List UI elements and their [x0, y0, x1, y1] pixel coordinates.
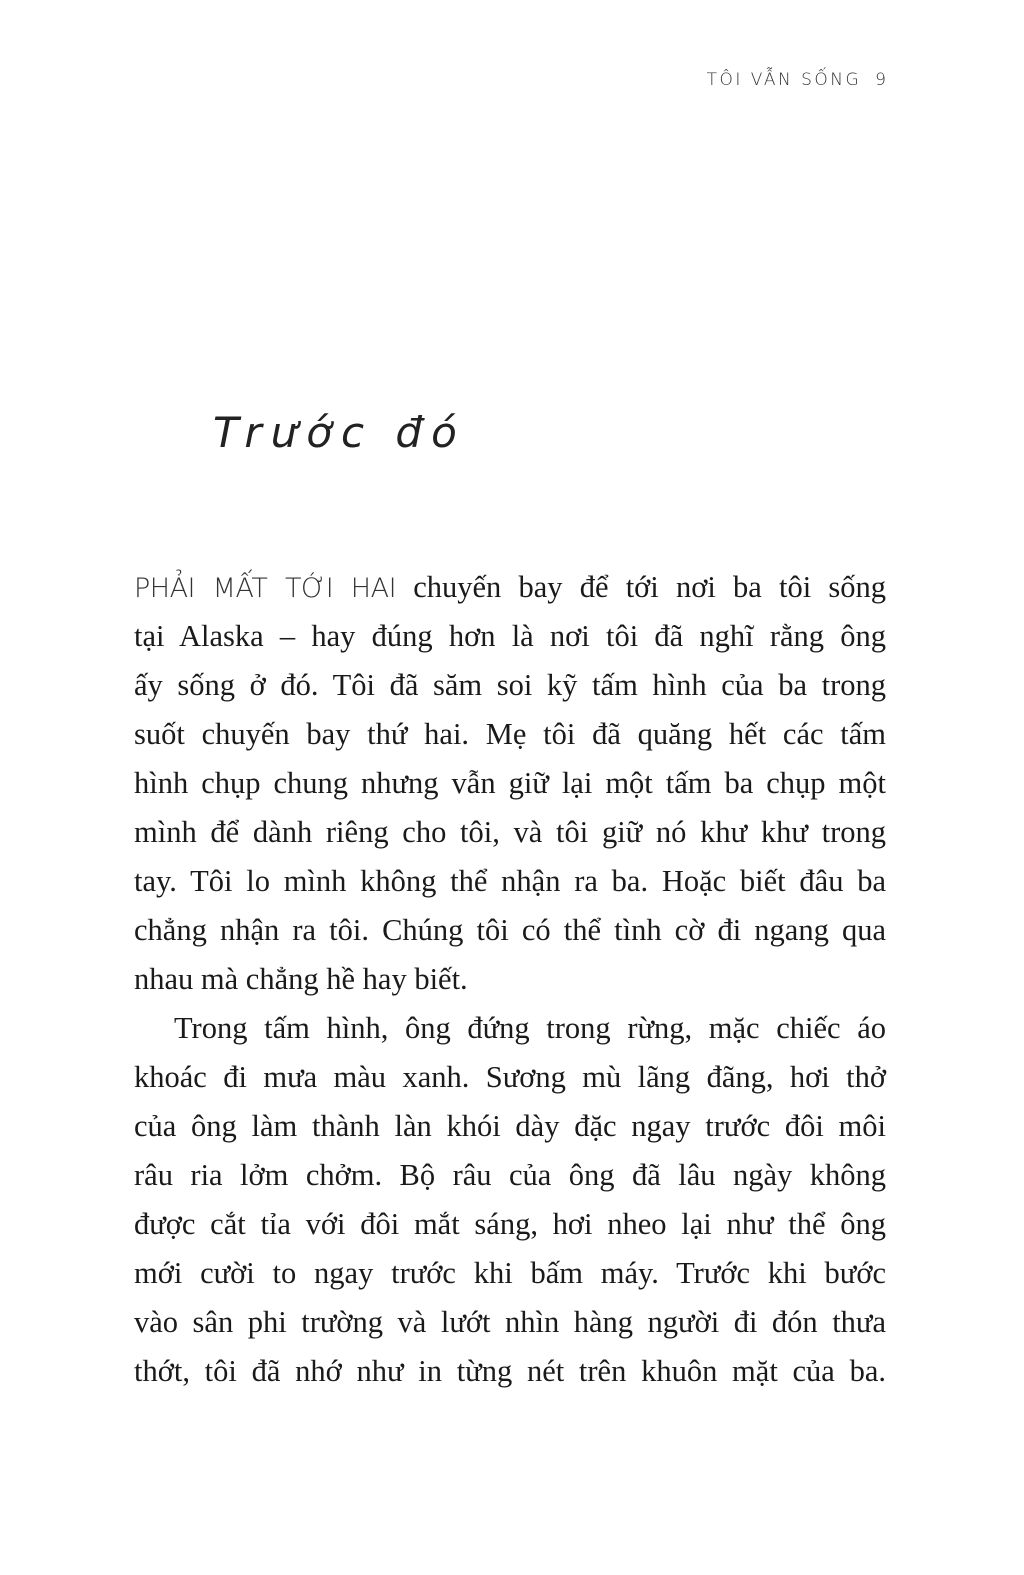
chapter-title: Trước đó: [213, 408, 466, 458]
text-line: tại Alaska – hay đúng hơn là nơi tôi đã nghĩ rằng ông: [134, 619, 886, 653]
running-head-title: TÔI VẪN SỐNG: [706, 70, 862, 90]
text-line: mình để dành riêng cho tôi, và tôi giữ nó khư khư trong: [134, 815, 886, 849]
text-line: tay. Tôi lo mình không thể nhận ra ba. Hoặc biết đâu ba: [134, 864, 886, 898]
text-line: Trong tấm hình, ông đứng trong rừng, mặc chiếc áo: [174, 1011, 886, 1045]
lead-in-caps: PHẢI MẤT TỚI HAI: [134, 573, 397, 604]
line-text: chuyến bay để tới nơi ba tôi sống: [396, 570, 887, 604]
running-head: [707, 70, 886, 90]
text-line: vào sân phi trường và lướt nhìn hàng người đi đón thưa: [134, 1305, 886, 1339]
text-line: của ông làm thành làn khói dày đặc ngay trước đôi môi: [134, 1109, 886, 1143]
page-number: 9: [875, 70, 886, 90]
body-text: [134, 563, 886, 1396]
text-line: nhau mà chẳng hề hay biết.: [134, 962, 468, 996]
text-line: ấy sống ở đó. Tôi đã săm soi kỹ tấm hình của ba trong: [134, 668, 886, 702]
text-line: suốt chuyến bay thứ hai. Mẹ tôi đã quăng hết các tấm: [134, 717, 886, 751]
text-line: được cắt tỉa với đôi mắt sáng, hơi nheo lại như thể ông: [134, 1207, 886, 1241]
text-line: thớt, tôi đã nhớ như in từng nét trên khuôn mặt của ba.: [134, 1354, 886, 1388]
text-line: râu ria lởm chởm. Bộ râu của ông đã lâu ngày không: [134, 1158, 886, 1192]
text-line: khoác đi mưa màu xanh. Sương mù lãng đãng, hơi thở: [134, 1060, 886, 1094]
text-line: mới cười to ngay trước khi bấm máy. Trước khi bước: [134, 1256, 886, 1290]
text-line: [134, 563, 886, 612]
text-line: hình chụp chung nhưng vẫn giữ lại một tấm ba chụp một: [134, 766, 886, 800]
text-line: chẳng nhận ra tôi. Chúng tôi có thể tình cờ đi ngang qua: [134, 913, 886, 947]
